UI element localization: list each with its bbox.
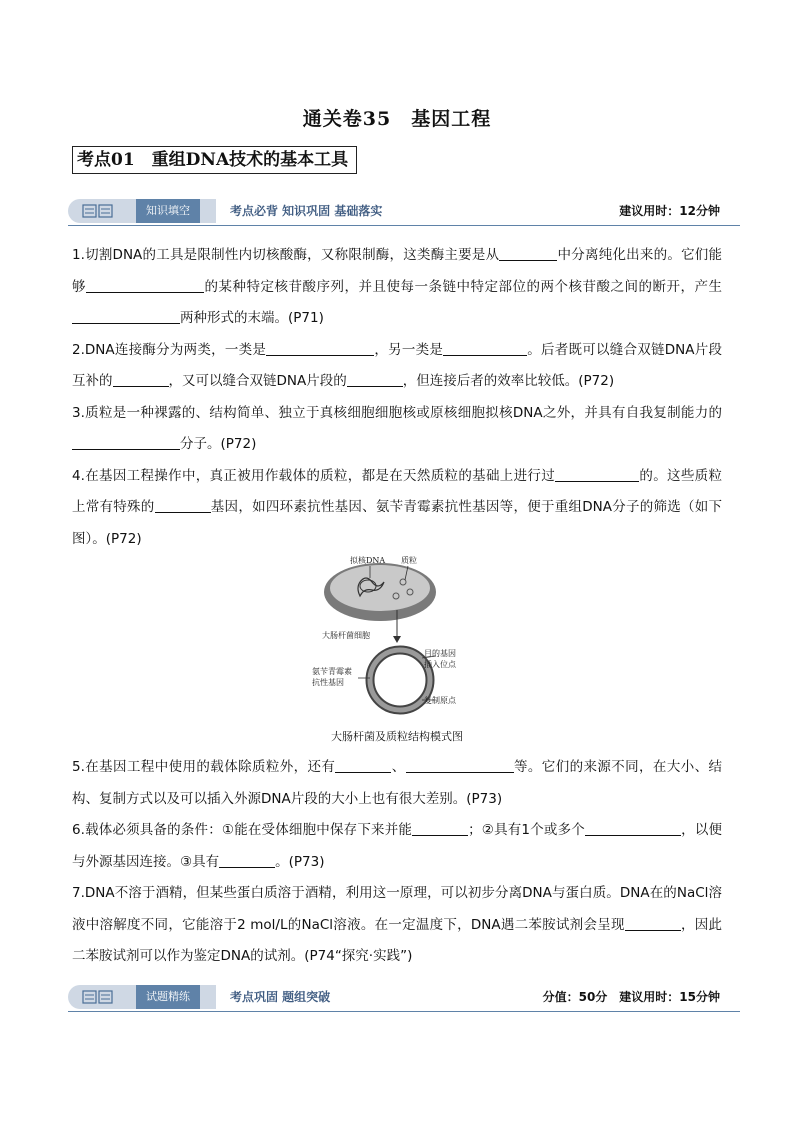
questions-block-1 [72, 240, 722, 555]
question-4: 4.在基因工程操作中，真正被用作载体的质粒，都是在天然质粒的基础上进行过 的。这些质粒上常有特殊的 基因，如四环素抗性基因、氨苄青霉素抗性基因等，便于重组DNA分子的筛选（如下图）。(P72) [72, 461, 722, 556]
target-gene-label: 目的基因 [424, 649, 456, 658]
answer-blank[interactable] [335, 756, 391, 773]
banner-label: 知识填空 [136, 199, 200, 223]
plasmid-ring-inner [370, 650, 430, 710]
answer-blank[interactable] [219, 851, 275, 868]
question-6: 6.载体必须具备的条件：①能在受体细胞中保存下来并能 ；②具有1个或多个 ，以便与外源基因连接。③具有 。(P73) [72, 815, 722, 878]
figure-caption: 大肠杆菌及质粒结构模式图 [331, 730, 463, 743]
score-and-time: 分值：50分 建议用时：15分钟 [542, 990, 720, 1004]
answer-blank[interactable] [499, 244, 557, 261]
answer-blank[interactable] [72, 307, 180, 324]
banner-subtitle: 考点巩固 题组突破 [230, 990, 331, 1004]
banner-label: 试题精练 [136, 985, 200, 1009]
answer-blank[interactable] [412, 819, 468, 836]
answer-blank[interactable] [585, 819, 681, 836]
answer-blank[interactable] [625, 914, 681, 931]
plasmid-label: 质粒 [401, 556, 417, 565]
answer-blank[interactable] [347, 370, 403, 387]
question-5: 5.在基因工程中使用的载体除质粒外，还有 、 等。它们的来源不同，在大小、结构、复制方式以及可以插入外源DNA片段的大小上也有很大差别。(P73) [72, 752, 722, 815]
answer-blank[interactable] [155, 496, 211, 513]
answer-blank[interactable] [72, 433, 180, 450]
question-2: 2.DNA连接酶分为两类，一类是 ，另一类是 。后者既可以缝合双链DNA片段互补的 ，又可以缝合双链DNA片段的 ，但连接后者的效率比较低。(P72) [72, 335, 722, 398]
question-1: 1.切割DNA的工具是限制性内切核酸酶，又称限制酶，这类酶主要是从 中分离纯化出来的。它们能够 的某种特定核苷酸序列，并且使每一条链中特定部位的两个核苷酸之间的断开，产生两种形式的末端。(P71) [72, 240, 722, 335]
cell-label: 大肠杆菌细胞 [322, 631, 370, 640]
origin-label: 复制原点 [424, 696, 456, 705]
banner-divider [68, 225, 740, 226]
book-icon [82, 204, 114, 218]
ecoli-plasmid-diagram [300, 552, 500, 730]
banner-divider [68, 1011, 740, 1012]
nucleoid-label: 拟核DNA [350, 556, 386, 565]
page-title: 通关卷35 基因工程 [302, 108, 492, 130]
amp-resist-label-2: 抗性基因 [312, 678, 344, 687]
section-title: 考点01 重组DNA技术的基本工具 [72, 146, 357, 174]
banner-tag [68, 985, 216, 1009]
suggested-time: 建议用时：12分钟 [619, 204, 720, 218]
book-icon [82, 990, 114, 1004]
banner-tag [68, 199, 216, 223]
answer-blank[interactable] [113, 370, 169, 387]
answer-blank[interactable] [86, 276, 204, 293]
questions-block-2 [72, 752, 722, 973]
answer-blank[interactable] [555, 465, 639, 482]
practice-banner [68, 982, 740, 1012]
question-7: 7.DNA不溶于酒精，但某些蛋白质溶于酒精，利用这一原理，可以初步分离DNA与蛋白质。DNA在的NaCl溶液中溶解度不同，它能溶于2 mol/L的NaCl溶液。在一定温度下，DNA遇二苯胺试剂会呈现 ，因此二苯胺试剂可以作为鉴定DNA的试剂。(P74“探究·实践”) [72, 885, 722, 964]
arrow-head [393, 636, 401, 643]
amp-resist-label: 氨苄青霉素 [312, 667, 352, 676]
answer-blank[interactable] [443, 339, 527, 356]
banner-subtitle: 考点必背 知识巩固 基础落实 [230, 204, 383, 218]
answer-blank[interactable] [406, 756, 514, 773]
question-3: 3.质粒是一种裸露的、结构简单、独立于真核细胞细胞核或原核细胞拟核DNA之外，并具有自我复制能力的分子。(P72) [72, 404, 722, 452]
answer-blank[interactable] [266, 339, 374, 356]
knowledge-banner [68, 196, 740, 226]
insertion-site-label: 插入位点 [424, 660, 456, 669]
